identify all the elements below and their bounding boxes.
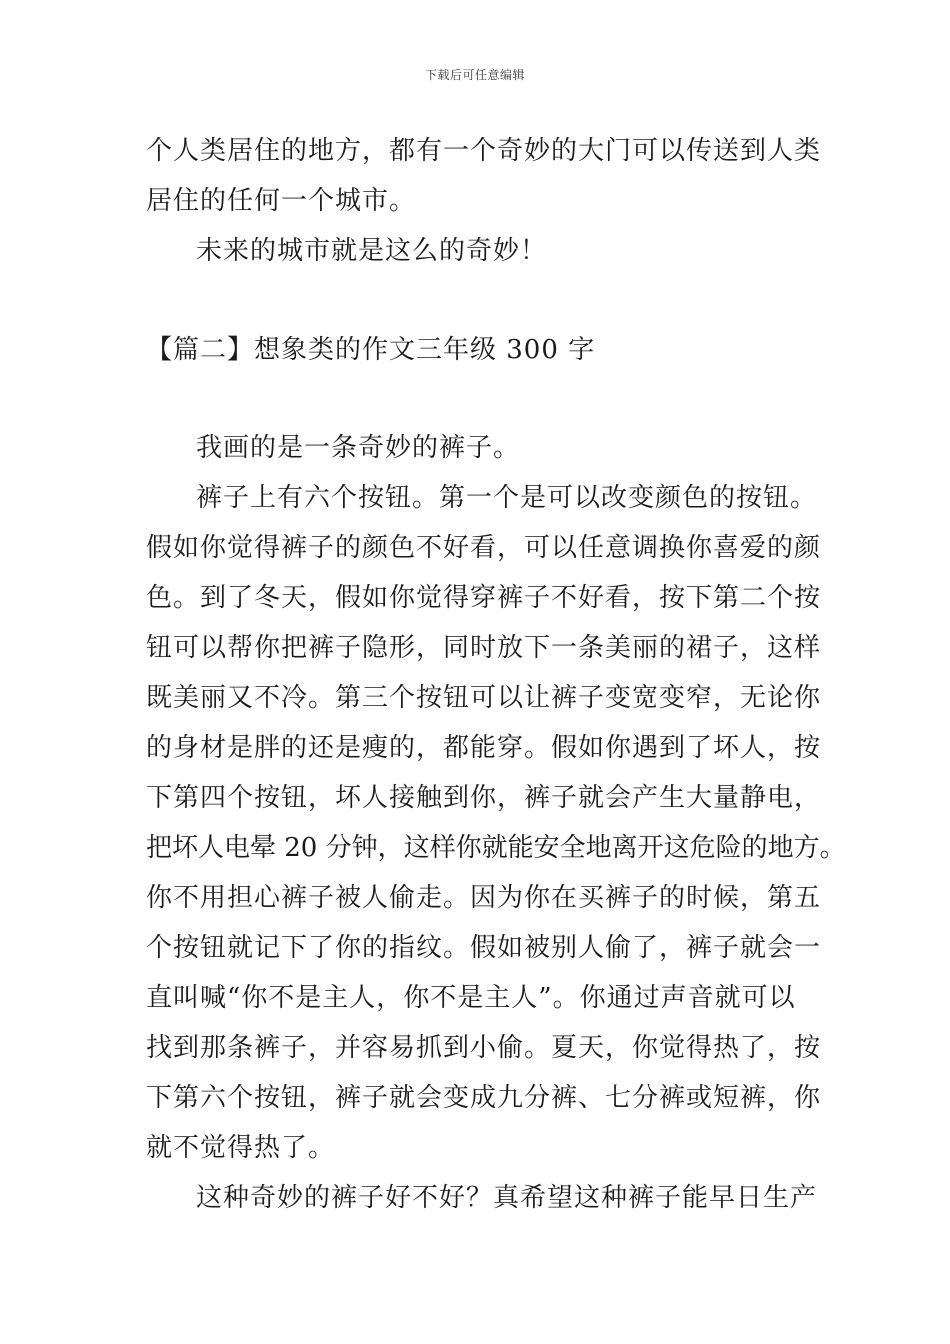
text-line: 个人类居住的地方，都有一个奇妙的大门可以传送到人类 — [146, 136, 822, 166]
header-note: 下载后可任意编辑 — [424, 68, 525, 82]
text-line: 这种奇妙的裤子好不好？真希望这种裤子能早日生产 — [196, 1183, 818, 1213]
section-heading: 【篇二】想象类的作文三年级 300 字 — [146, 335, 596, 365]
text-line: 钮可以帮你把裤子隐形，同时放下一条美丽的裙子，这样 — [146, 633, 822, 663]
text-line: 假如你觉得裤子的颜色不好看，可以任意调换你喜爱的颜 — [146, 533, 822, 563]
text-line: 的身材是胖的还是瘦的，都能穿。假如你遇到了坏人，按 — [146, 733, 822, 763]
text-line: 找到那条裤子，并容易抓到小偷。夏天，你觉得热了，按 — [146, 1033, 822, 1063]
text-line: 你不用担心裤子被人偷走。因为你在买裤子的时候，第五 — [146, 883, 822, 913]
text-line: 个按钮就记下了你的指纹。假如被别人偷了，裤子就会一 — [146, 933, 822, 963]
text-line: 未来的城市就是这么的奇妙！ — [196, 236, 548, 266]
text-line: 下第四个按钮，坏人接触到你，裤子就会产生大量静电， — [146, 783, 822, 813]
text-line: 就不觉得热了。 — [146, 1133, 336, 1163]
text-line: 裤子上有六个按钮。第一个是可以改变颜色的按钮。 — [196, 483, 818, 513]
text-line: 色。到了冬天，假如你觉得穿裤子不好看，按下第二个按 — [146, 583, 822, 613]
text-line: 直叫喊“你不是主人，你不是主人”。你通过声音就可以 — [146, 983, 796, 1013]
text-line: 把坏人电晕 20 分钟，这样你就能安全地离开这危险的地方。 — [146, 833, 846, 863]
text-line: 既美丽又不冷。第三个按钮可以让裤子变宽变窄，无论你 — [146, 683, 822, 713]
text-line: 居住的任何一个城市。 — [146, 186, 417, 216]
text-line: 我画的是一条奇妙的裤子。 — [196, 433, 521, 463]
text-line: 下第六个按钮，裤子就会变成九分裤、七分裤或短裤，你 — [146, 1083, 822, 1113]
